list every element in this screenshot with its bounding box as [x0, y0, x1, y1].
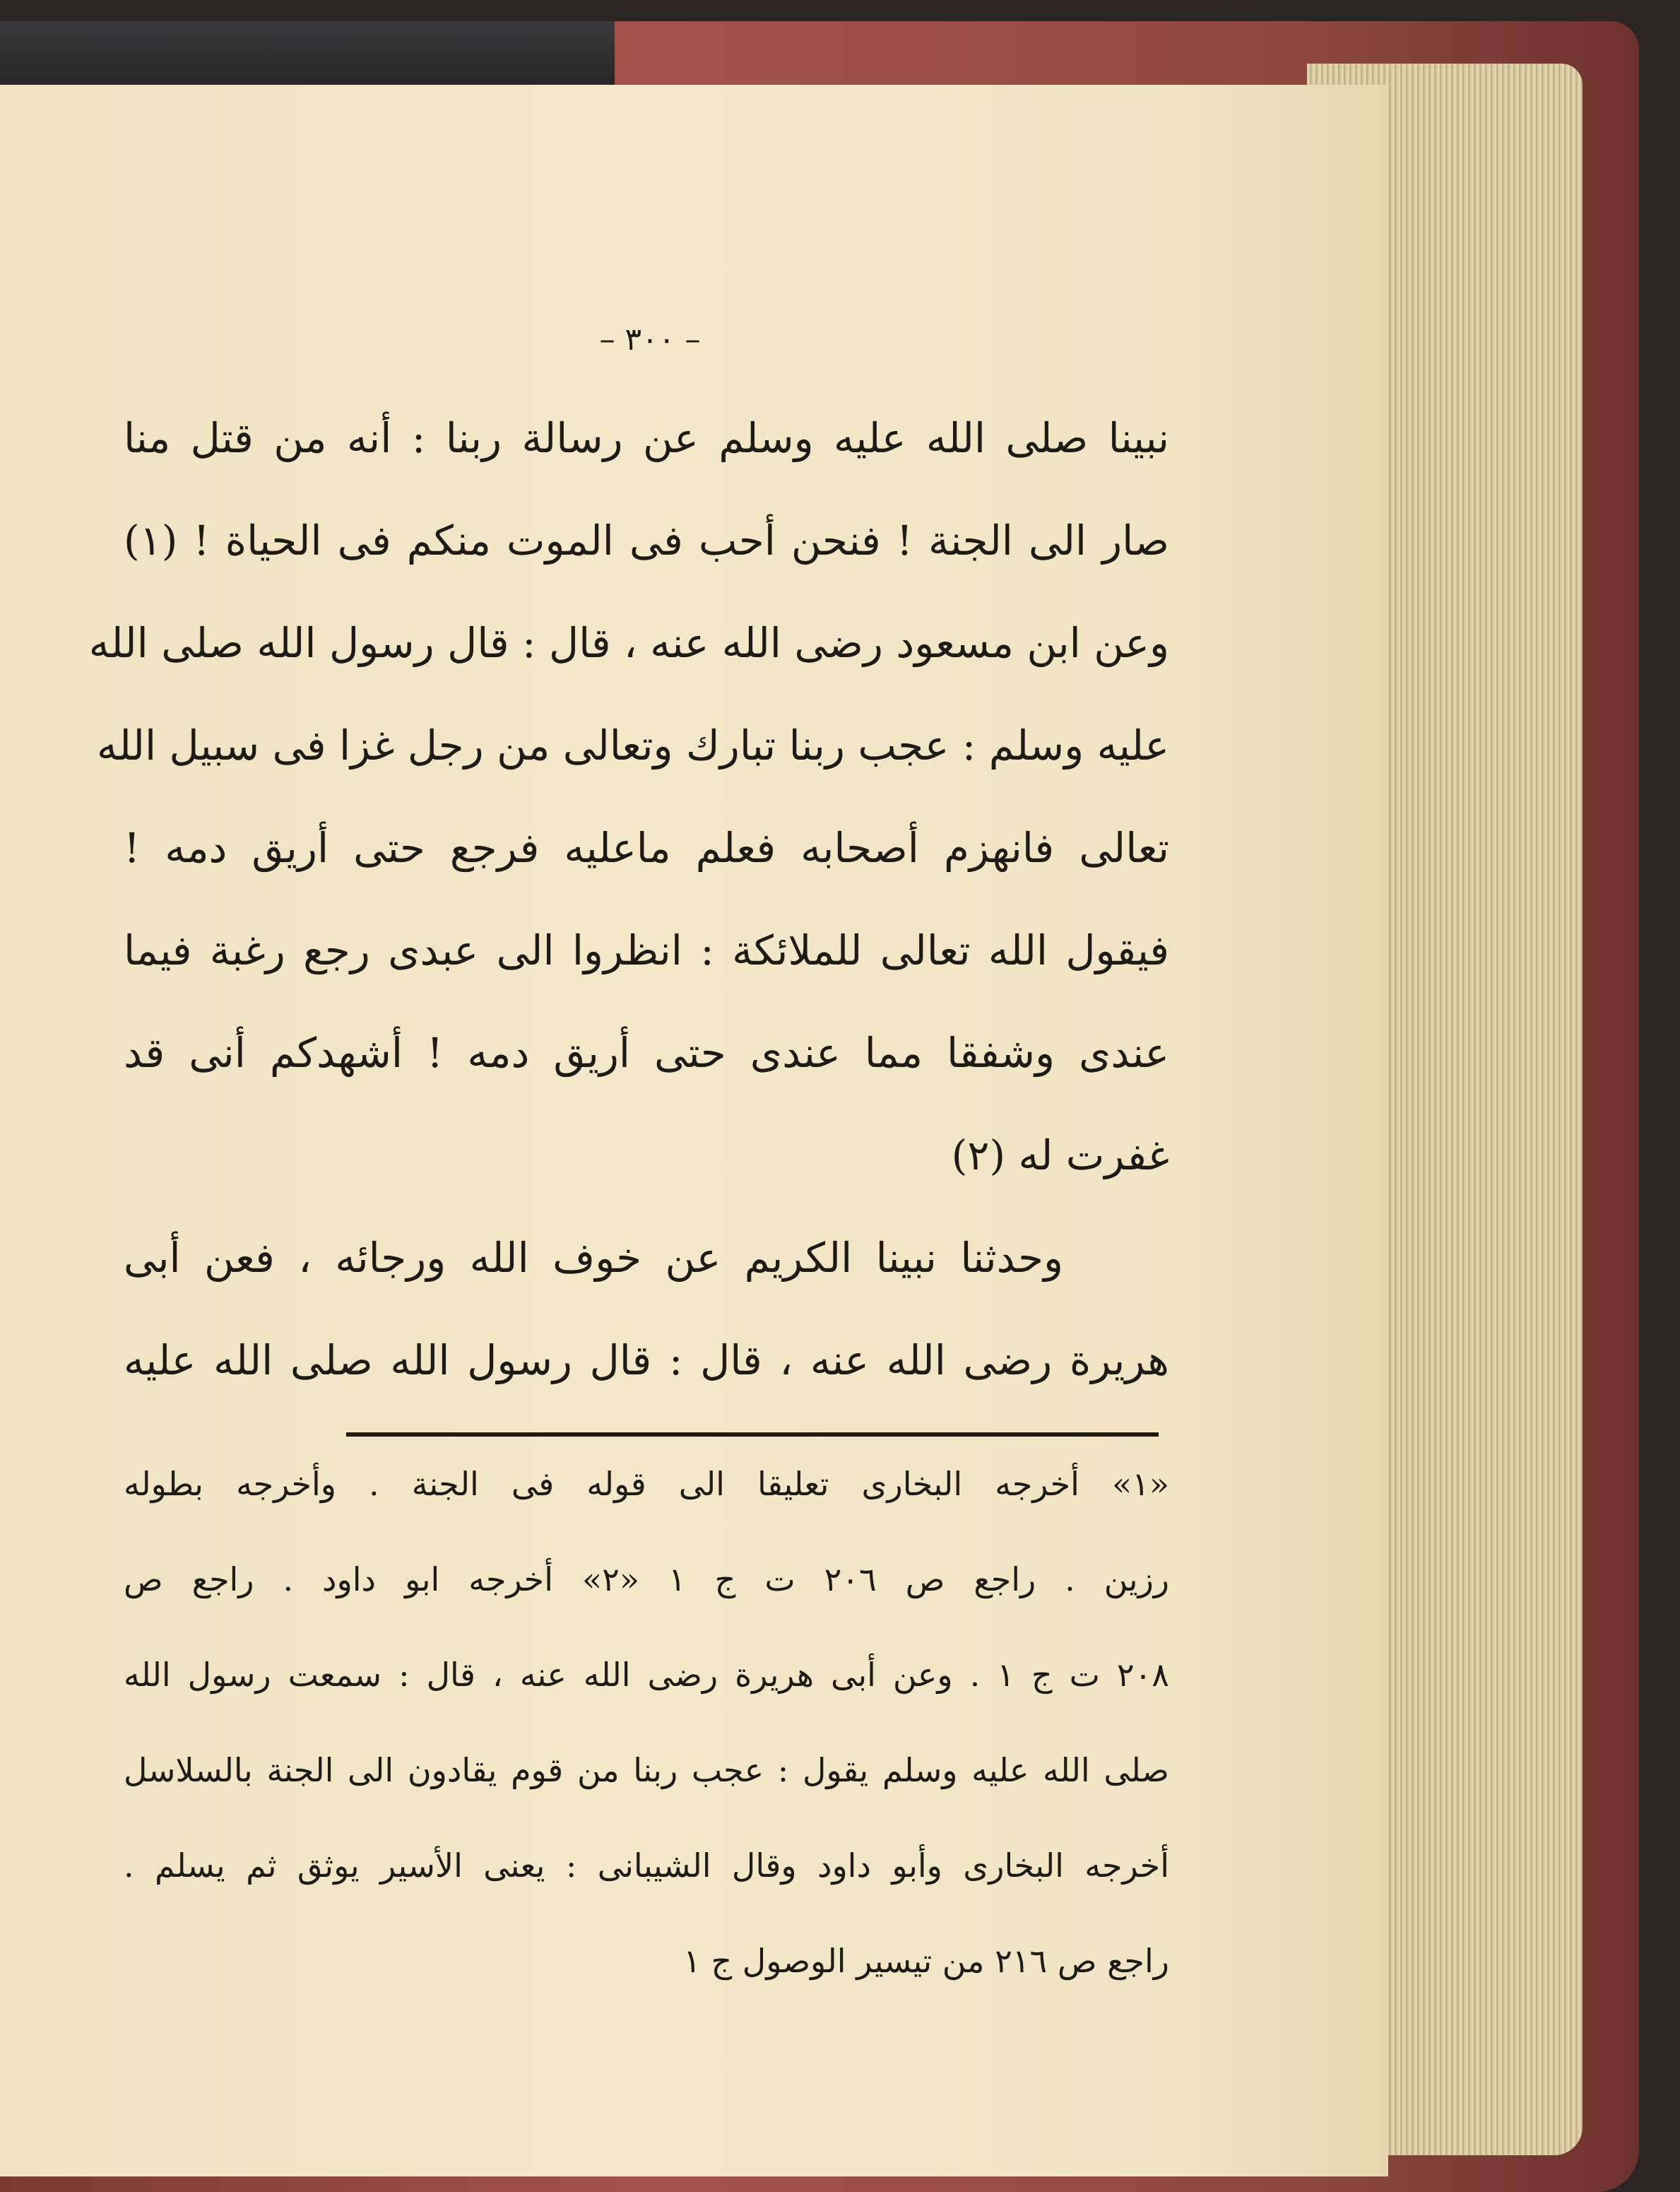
footnote-line: ٢٠٨ ت ج ١ . وعن أبى هريرة رضى الله عنه ، قال : سمعت رسول الله — [124, 1656, 1169, 1694]
footnote-line: راجع ص ٢١٦ من تيسير الوصول ج ١ — [683, 1942, 1169, 1980]
body-line: صار الى الجنة ! فنحن أحب فى الموت منكم فى الحياة ! (١) — [124, 517, 1169, 565]
footnote-line: «١» أخرجه البخارى تعليقا الى قوله فى الجنة . وأخرجه بطوله — [124, 1465, 1169, 1503]
footnote-line: صلى الله عليه وسلم يقول : عجب ربنا من قوم يقادون الى الجنة بالسلاسل — [124, 1751, 1169, 1789]
body-line: وحدثنا نبينا الكريم عن خوف الله ورجائه ، فعن أبى — [124, 1234, 1063, 1282]
body-line: تعالى فانهزم أصحابه فعلم ماعليه فرجع حتى أريق دمه ! — [124, 824, 1169, 872]
body-line: عندى وشفقا مما عندى حتى أريق دمه ! أشهدكم أنى قد — [124, 1029, 1169, 1077]
page-number: – ٣٠٠ – — [599, 322, 701, 358]
body-line: نبينا صلى الله عليه وسلم عن رسالة ربنا : أنه من قتل منا — [124, 414, 1169, 462]
body-line: عليه وسلم : عجب ربنا تبارك وتعالى من رجل غزا فى سبيل الله — [97, 721, 1169, 770]
footnote-line: رزين . راجع ص ٢٠٦ ت ج ١ «٢» أخرجه ابو داود . راجع ص — [124, 1560, 1170, 1598]
body-line: وعن ابن مسعود رضى الله عنه ، قال : قال رسول الله صلى الله — [88, 619, 1169, 667]
footnote-line: أخرجه البخارى وأبو داود وقال الشيبانى : يعنى الأسير يوثق ثم يسلم . — [124, 1846, 1169, 1885]
body-line: فيقول الله تعالى للملائكة : انظروا الى عبدى رجع رغبة فيما — [124, 926, 1169, 974]
body-line: غفرت له (٢) — [951, 1131, 1169, 1179]
body-line: هريرة رضى الله عنه ، قال : قال رسول الله صلى الله عليه — [124, 1336, 1169, 1384]
book-page — [0, 85, 1388, 2176]
footnote-divider — [346, 1432, 1159, 1437]
